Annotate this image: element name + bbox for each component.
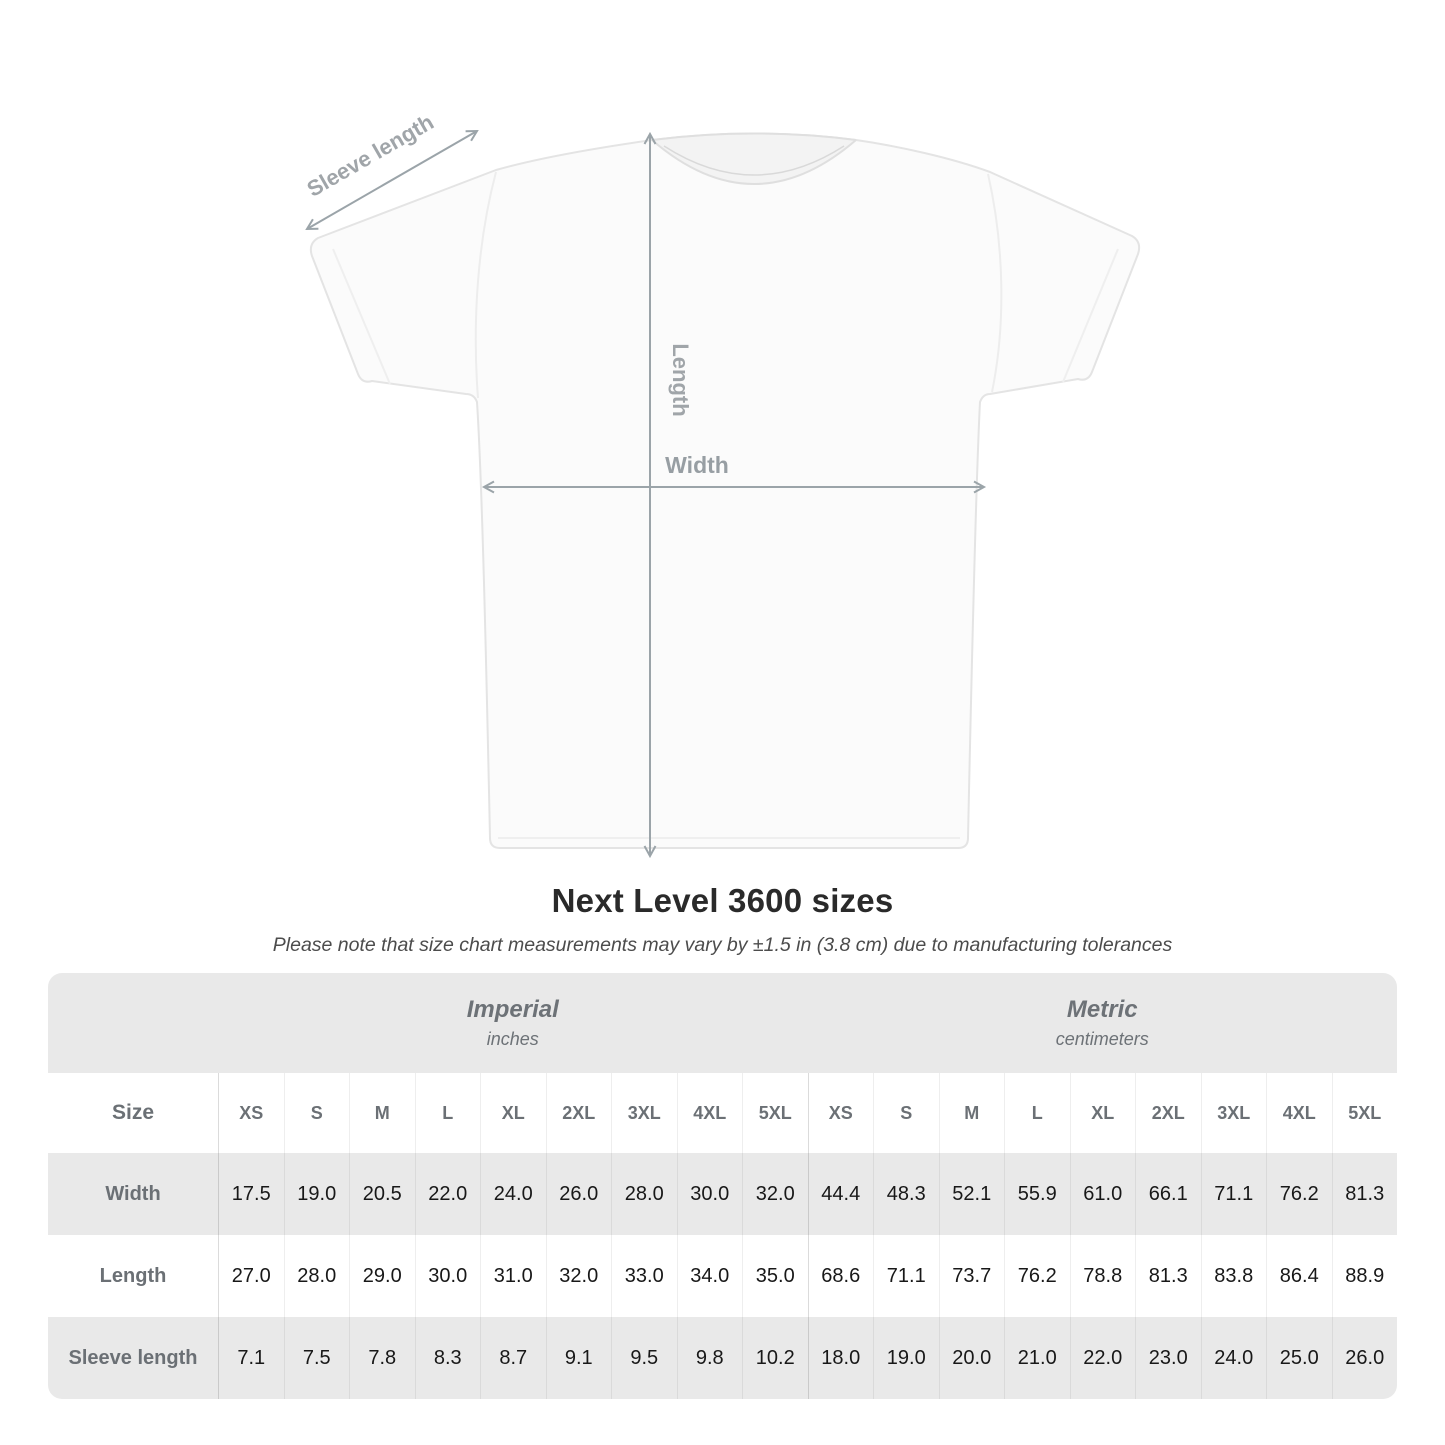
col-header: 5XL — [1332, 1073, 1398, 1153]
table-cell: 55.9 — [1004, 1153, 1070, 1235]
row-label: Length — [99, 1264, 167, 1287]
table-cell: 18.0 — [808, 1317, 874, 1399]
table-cell: 73.7 — [939, 1235, 1005, 1317]
col-header: 4XL — [677, 1073, 743, 1153]
table-cell: 22.0 — [1070, 1317, 1136, 1399]
col-header: L — [1004, 1073, 1070, 1153]
table-cell: 32.0 — [742, 1153, 808, 1235]
table-cell: 30.0 — [415, 1235, 481, 1317]
table-cell: 17.5 — [218, 1153, 284, 1235]
table-cell: 26.0 — [546, 1153, 612, 1235]
table-cell: 20.0 — [939, 1317, 1005, 1399]
table-cell: 7.1 — [218, 1317, 284, 1399]
table-cell: 10.2 — [742, 1317, 808, 1399]
length-row — [48, 1235, 1397, 1317]
col-header: XL — [1070, 1073, 1136, 1153]
table-cell: 48.3 — [873, 1153, 939, 1235]
band-spacer — [48, 973, 218, 1073]
table-cell: 83.8 — [1201, 1235, 1267, 1317]
table-cell: 7.5 — [284, 1317, 350, 1399]
table-cell: 7.8 — [349, 1317, 415, 1399]
table-cell: 86.4 — [1266, 1235, 1332, 1317]
table-cell: 52.1 — [939, 1153, 1005, 1235]
table-cell: 44.4 — [808, 1153, 874, 1235]
table-cell: 30.0 — [677, 1153, 743, 1235]
length-label: Length — [668, 343, 693, 417]
table-cell: 23.0 — [1135, 1317, 1201, 1399]
col-header: M — [939, 1073, 1005, 1153]
col-header: M — [349, 1073, 415, 1153]
table-cell: 24.0 — [480, 1153, 546, 1235]
table-cell: 81.3 — [1332, 1153, 1398, 1235]
table-cell: 28.0 — [284, 1235, 350, 1317]
table-cell: 88.9 — [1332, 1235, 1398, 1317]
table-cell: 9.1 — [546, 1317, 612, 1399]
table-cell: 21.0 — [1004, 1317, 1070, 1399]
table-cell: 66.1 — [1135, 1153, 1201, 1235]
page-title: Next Level 3600 sizes — [551, 882, 894, 919]
imperial-unit: inches — [486, 1029, 539, 1049]
col-header: XS — [808, 1073, 874, 1153]
table-cell: 34.0 — [677, 1235, 743, 1317]
table-header-band — [48, 973, 1397, 1073]
table-cell: 33.0 — [611, 1235, 677, 1317]
tshirt-graphic — [311, 134, 1139, 849]
table-cell: 76.2 — [1004, 1235, 1070, 1317]
metric-unit: centimeters — [1055, 1029, 1149, 1049]
tolerance-note: Please note that size chart measurements may vary by ±1.5 in (3.8 cm) due to manufacturing tolerances — [272, 934, 1173, 956]
col-header: 5XL — [742, 1073, 808, 1153]
metric-title: Metric — [1066, 996, 1138, 1023]
table-cell: 26.0 — [1332, 1317, 1398, 1399]
size-corner-label: Size — [111, 1101, 155, 1124]
col-header: 2XL — [1135, 1073, 1201, 1153]
table-cell: 19.0 — [873, 1317, 939, 1399]
row-label: Width — [105, 1182, 161, 1205]
col-header: XL — [480, 1073, 546, 1153]
table-cell: 61.0 — [1070, 1153, 1136, 1235]
table-cell: 78.8 — [1070, 1235, 1136, 1317]
table-cell: 22.0 — [415, 1153, 481, 1235]
col-header: L — [415, 1073, 481, 1153]
col-header: 3XL — [611, 1073, 677, 1153]
table-cell: 19.0 — [284, 1153, 350, 1235]
col-header: S — [284, 1073, 350, 1153]
table-cell: 20.5 — [349, 1153, 415, 1235]
col-header: 3XL — [1201, 1073, 1267, 1153]
col-header: 4XL — [1266, 1073, 1332, 1153]
table-cell: 31.0 — [480, 1235, 546, 1317]
size-table — [48, 973, 1397, 1399]
table-cell: 29.0 — [349, 1235, 415, 1317]
table-cell: 25.0 — [1266, 1317, 1332, 1399]
col-header: S — [873, 1073, 939, 1153]
imperial-title: Imperial — [466, 996, 559, 1023]
imperial-header — [218, 973, 808, 1073]
width-row — [48, 1153, 1397, 1235]
table-cell: 81.3 — [1135, 1235, 1201, 1317]
table-cell: 71.1 — [873, 1235, 939, 1317]
width-label: Width — [665, 452, 729, 478]
table-cell: 71.1 — [1201, 1153, 1267, 1235]
table-cell: 9.8 — [677, 1317, 743, 1399]
sleeve-length-label: Sleeve length — [302, 109, 438, 202]
table-cell: 24.0 — [1201, 1317, 1267, 1399]
table-cell: 8.3 — [415, 1317, 481, 1399]
table-cell: 32.0 — [546, 1235, 612, 1317]
row-label: Sleeve length — [68, 1346, 198, 1369]
table-cell: 76.2 — [1266, 1153, 1332, 1235]
table-cell: 35.0 — [742, 1235, 808, 1317]
table-cell: 68.6 — [808, 1235, 874, 1317]
table-cell: 8.7 — [480, 1317, 546, 1399]
table-cell: 28.0 — [611, 1153, 677, 1235]
col-header: XS — [218, 1073, 284, 1153]
metric-header — [808, 973, 1398, 1073]
sleeve-length-row — [48, 1317, 1397, 1399]
table-cell: 9.5 — [611, 1317, 677, 1399]
table-cell: 27.0 — [218, 1235, 284, 1317]
col-header: 2XL — [546, 1073, 612, 1153]
size-header-row — [48, 1073, 1397, 1153]
